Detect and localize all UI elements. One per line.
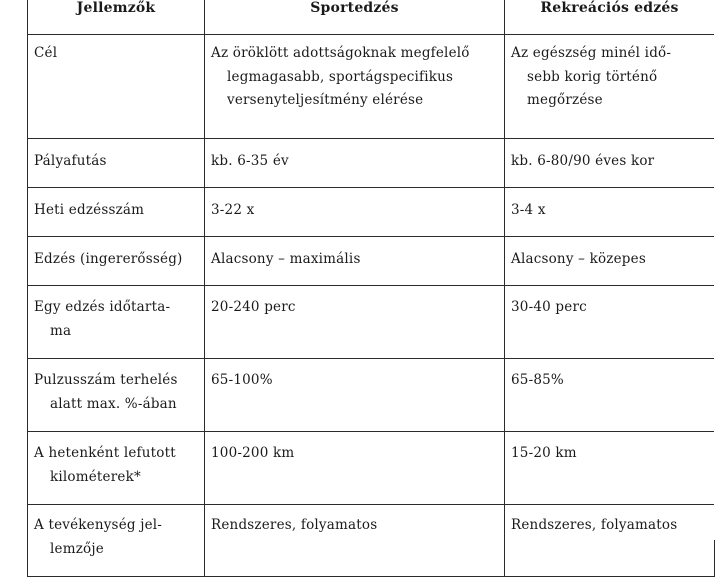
- rekreacio-cell: [505, 35, 715, 139]
- label-text-2: kilométerek*: [50, 468, 141, 485]
- row-label: Cél: [34, 45, 58, 61]
- header-jellemzok: Jellemzők: [28, 0, 205, 35]
- rekreacio-value: 15-20 km: [505, 432, 715, 505]
- header-rekreacios-edzes: Rekreációs edzés: [505, 0, 715, 35]
- table-row: [28, 188, 715, 237]
- label-text-1: Pulzusszám terhelés: [34, 372, 178, 388]
- table-row: [28, 432, 715, 505]
- row-label: [34, 369, 198, 416]
- sport-text-2: legmagasabb, sportágspecifikus: [227, 68, 454, 85]
- rekreacio-value-line: [511, 42, 708, 113]
- sport-value: 100-200 km: [205, 432, 505, 505]
- table-row: [28, 35, 715, 139]
- rekreacio-value: kb. 6-80/90 éves kor: [505, 139, 715, 188]
- row-label: Heti edzésszám: [28, 188, 205, 237]
- table-row: [28, 286, 715, 359]
- table-row: [28, 359, 715, 432]
- rekreacio-value: Alacsony – közepes: [505, 237, 715, 286]
- rekreacio-value: 65-85%: [505, 359, 715, 432]
- label-text-1: A hetenként lefutott: [34, 445, 176, 461]
- rekreacio-value: 30-40 perc: [505, 286, 715, 359]
- rekreacio-value: 3-4 x: [505, 188, 715, 237]
- row-label-cell: [28, 286, 205, 359]
- label-text-1: A tevékenység jel-: [34, 517, 163, 533]
- label-text-1: Egy edzés időtarta-: [34, 299, 171, 315]
- sport-text-1: Az öröklött adottságoknak megfelelő: [211, 45, 470, 61]
- row-label-cell: [28, 432, 205, 505]
- sport-value-line: [211, 42, 498, 113]
- sport-cell: [205, 35, 505, 139]
- row-label: Edzés (ingererősség): [28, 237, 205, 286]
- label-text-2: ma: [50, 322, 72, 339]
- row-label: [34, 442, 198, 489]
- row-label-cell: [28, 359, 205, 432]
- row-label: [34, 514, 198, 561]
- row-label: Pályafutás: [28, 139, 205, 188]
- table-row: [28, 505, 715, 577]
- rekreacio-value: Rendszeres, folyamatos: [505, 505, 715, 577]
- row-label-cell: [28, 505, 205, 577]
- header-row: [28, 0, 715, 35]
- sport-value: 3-22 x: [205, 188, 505, 237]
- row-label-cell: [28, 35, 205, 139]
- row-label: [34, 296, 198, 343]
- sport-value: kb. 6-35 év: [205, 139, 505, 188]
- rekreacio-text-3: megőrzése: [527, 92, 603, 108]
- table-row: [28, 237, 715, 286]
- sport-value: Rendszeres, folyamatos: [205, 505, 505, 577]
- header-sportedzes: Sportedzés: [205, 0, 505, 35]
- sport-value: 20-240 perc: [205, 286, 505, 359]
- sport-value: 65-100%: [205, 359, 505, 432]
- rekreacio-text-1: Az egészség minél idő-: [511, 45, 672, 61]
- label-text-2: alatt max. %-ában: [50, 395, 177, 412]
- rekreacio-text-2: sebb korig történő: [527, 68, 658, 85]
- table-row: [28, 139, 715, 188]
- comparison-table: [27, 0, 715, 577]
- sport-value: Alacsony – maximális: [205, 237, 505, 286]
- page-edge: [714, 0, 720, 540]
- sport-text-3: versenyteljesítmény elérése: [227, 92, 424, 108]
- label-text-2: lemzője: [50, 540, 104, 557]
